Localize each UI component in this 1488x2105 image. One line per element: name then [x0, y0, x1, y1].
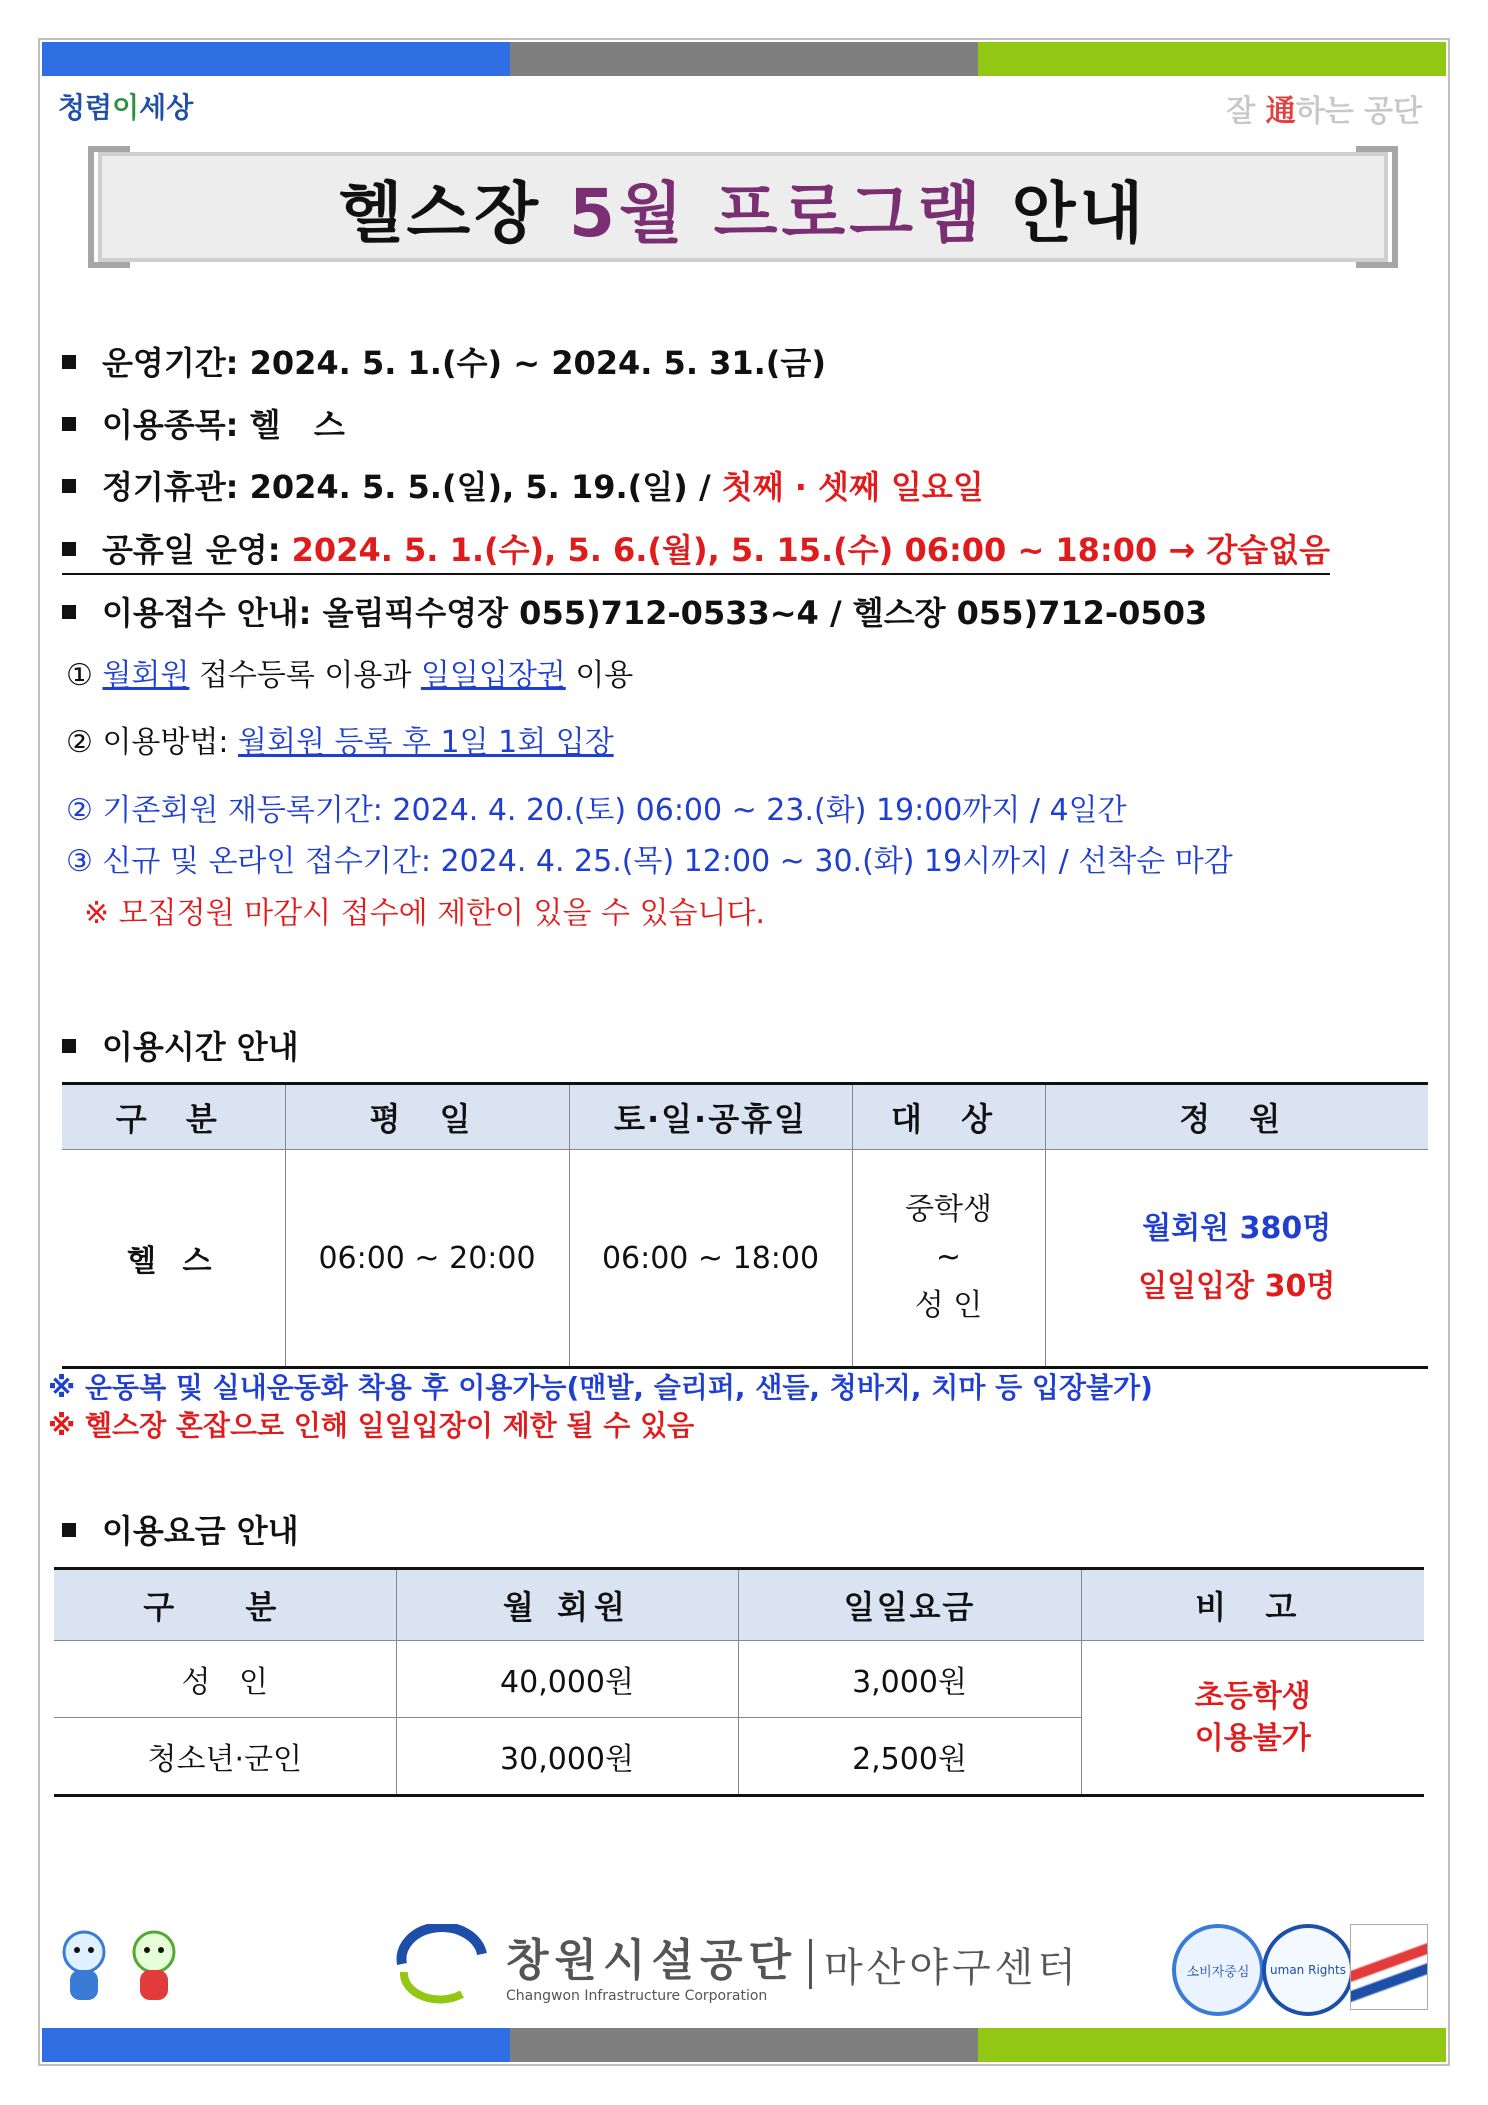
hours-header: 평 일: [285, 1084, 569, 1150]
hours-weekday: 06:00 ~ 20:00: [285, 1150, 569, 1368]
fees-section-title: 이용요금 안내: [62, 1506, 299, 1552]
mascot-icon: [54, 1930, 114, 2006]
mascot-icon: [124, 1930, 184, 2006]
hours-header: 토·일·공휴일: [569, 1084, 852, 1150]
hours-row: [62, 1150, 1428, 1368]
consumer-badge: 소비자중심: [1172, 1924, 1264, 2016]
sub-item-4: ③ 신규 및 온라인 접수기간: 2024. 4. 25.(목) 12:00 ~ 30.(화) 19시까지 / 선착순 마감: [66, 844, 1233, 879]
hours-header: 구 분: [62, 1084, 285, 1150]
fees-remark: 초등학생 이용불가: [1081, 1641, 1424, 1796]
hours-table: [62, 1082, 1428, 1369]
fees-category: 청소년·군인: [54, 1718, 396, 1796]
info-contact: 이용접수 안내: 올림픽수영장 055)712-0533~4 / 헬스장 055)712-0503: [62, 588, 1207, 634]
bottom-color-band: [42, 2028, 1446, 2062]
hours-capacity: 월회원 380명 일일입장 30명: [1045, 1150, 1428, 1368]
fees-category: 성 인: [54, 1641, 396, 1718]
sub-item-1: ① 월회원 접수등록 이용과 일일입장권 이용: [66, 658, 634, 693]
fees-table: [54, 1567, 1424, 1797]
hours-note-1: ※ 운동복 및 실내운동화 착용 후 이용가능(맨발, 슬리퍼, 샌들, 청바지, 치마 등 입장불가): [48, 1371, 1153, 1404]
fees-header-row: [54, 1569, 1424, 1641]
top-color-band: [42, 42, 1446, 76]
corp-emblem-icon: [392, 1924, 492, 2004]
slogan-logo: 잘 通하는 공단: [1226, 94, 1422, 129]
fees-header: 일일요금: [738, 1569, 1081, 1641]
hours-header: 정 원: [1045, 1084, 1428, 1150]
fees-row: [54, 1641, 1424, 1718]
hours-target: 중학생 ~ 성 인: [852, 1150, 1045, 1368]
fees-header: 구 분: [54, 1569, 396, 1641]
sub-item-3: ② 기존회원 재등록기간: 2024. 4. 20.(토) 06:00 ~ 23.(화) 19:00까지 / 4일간: [66, 793, 1127, 828]
integrity-logo: 청렴이세상: [58, 91, 194, 124]
fees-monthly: 30,000원: [396, 1718, 738, 1796]
corp-logo: 창원시설공단 Changwon Infrastructure Corporation 마산야구센터: [392, 1924, 1080, 2004]
info-item: 이용종목: 헬 스: [62, 400, 345, 446]
fees-daily: 2,500원: [738, 1718, 1081, 1796]
sub-item-2: ② 이용방법: 월회원 등록 후 1일 1회 입장: [66, 725, 614, 760]
hours-section-title: 이용시간 안내: [62, 1022, 299, 1068]
hours-category: 헬 스: [62, 1150, 285, 1368]
hours-note-2: ※ 헬스장 혼잡으로 인해 일일입장이 제한 될 수 있음: [48, 1409, 695, 1442]
info-closed: 정기휴관: 2024. 5. 5.(일), 5. 19.(일) / 첫째 · 셋째 일요일: [62, 462, 984, 508]
fees-monthly: 40,000원: [396, 1641, 738, 1718]
page-title: 헬스장 5월 프로그램 안내: [338, 174, 1148, 252]
hours-header: 대 상: [852, 1084, 1045, 1150]
sub-note: ※ 모집정원 마감시 접수에 제한이 있을 수 있습니다.: [84, 896, 766, 931]
fees-daily: 3,000원: [738, 1641, 1081, 1718]
human-rights-badge: uman Rights: [1262, 1924, 1354, 2016]
info-holiday: 공휴일 운영: 2024. 5. 1.(수), 5. 6.(월), 5. 15.(수) 06:00 ~ 18:00 → 강습없음: [62, 525, 1330, 575]
fees-header: 월 회원: [396, 1569, 738, 1641]
service-badge-icon: [1350, 1924, 1428, 2010]
hours-weekend: 06:00 ~ 18:00: [569, 1150, 852, 1368]
info-period: 운영기간: 2024. 5. 1.(수) ~ 2024. 5. 31.(금): [62, 338, 826, 384]
hours-header-row: [62, 1084, 1428, 1150]
title-banner: [98, 152, 1388, 262]
fees-header: 비 고: [1081, 1569, 1424, 1641]
